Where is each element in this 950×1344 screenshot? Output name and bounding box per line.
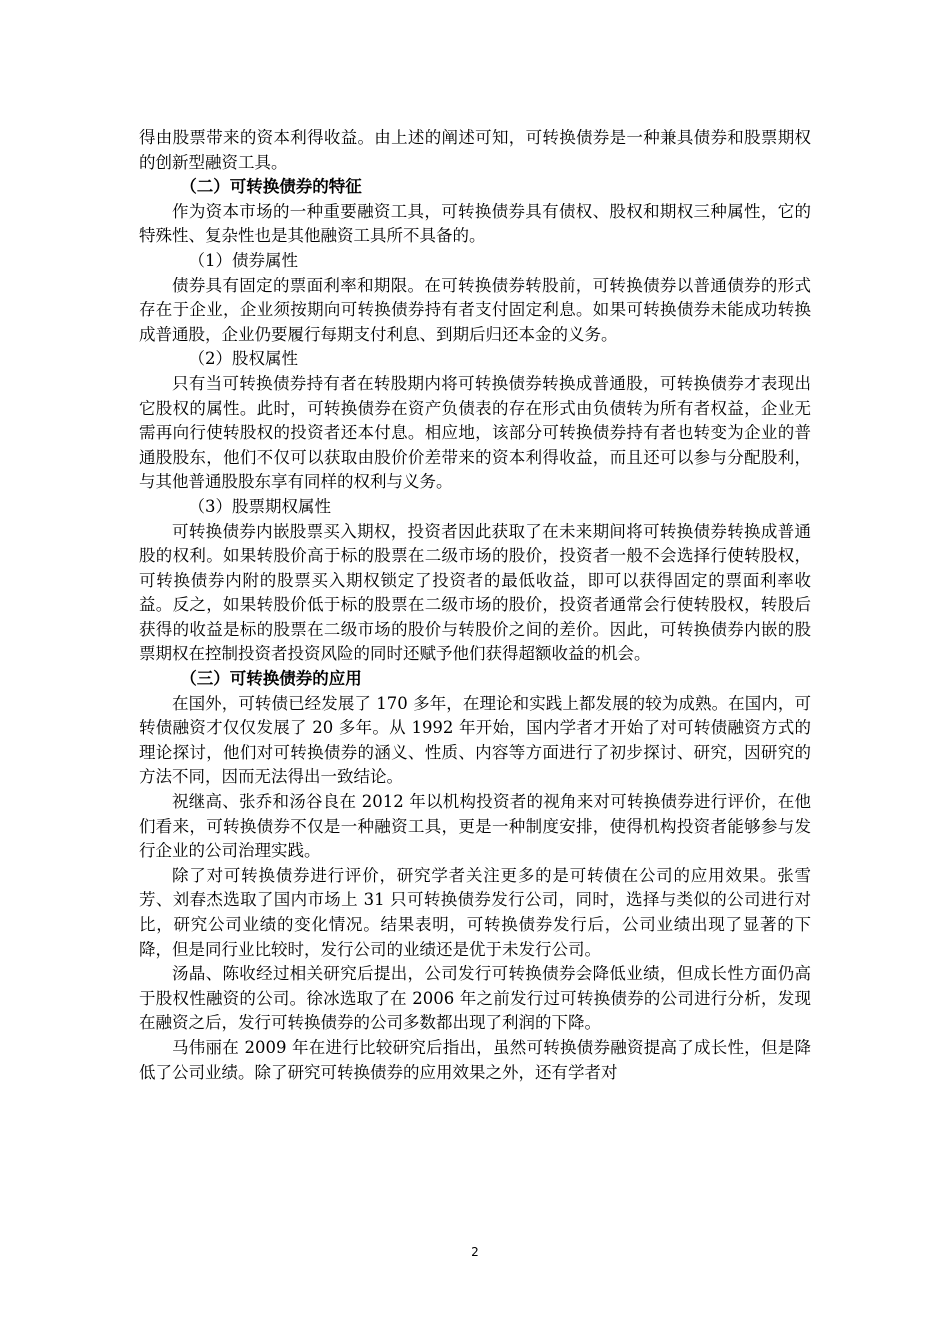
paragraph: 汤晶、陈收经过相关研究后提出，公司发行可转换债券会降低业绩，但成长性方面仍高于股权性融资的公司。徐冰选取了在 2006 年之前发行过可转换债券的公司进行分析，发现在融资之后，发行可转换债券的公司多数都出现了利润的下降。 bbox=[139, 964, 811, 1033]
paragraph: 可转换债券内嵌股票买入期权，投资者因此获取了在未来期间将可转换债券转换成普通股的权利。如果转股价高于标的股票在二级市场的股价，投资者一般不会选择行使转股权，可转换债券内附的股票买入期权锁定了投资者的最低收益，即可以获得固定的票面利率收益。反之，如果转股价低于标的股票在二级市场的股价，投资者通常会行使转股权，转股后获得的收益是标的股票在二级市场的股价与转股价之间的差价。因此，可转换债券内嵌的股票期权在控制投资者投资风险的同时还赋予他们获得超额收益的机会。 bbox=[139, 521, 811, 664]
subheading-equity-attribute: （2）股权属性 bbox=[188, 349, 298, 369]
paragraph: 作为资本市场的一种重要融资工具，可转换债券具有债权、股权和期权三种属性，它的特殊性、复杂性也是其他融资工具所不具备的。 bbox=[139, 201, 811, 246]
document-body bbox=[139, 126, 811, 1085]
paragraph: 在国外，可转债已经发展了 170 多年，在理论和实践上都发展的较为成熟。在国内，可转债融资才仅仅发展了 20 多年。从 1992 年开始，国内学者才开始了对可转债融资方式的理论探讨，他们对可转换债券的涵义、性质、内容等方面进行了初步探讨、研究，因研究的方法不同，因而无法得出一致结论。 bbox=[139, 693, 811, 787]
paragraph: 只有当可转换债券持有者在转股期内将可转换债券转换成普通股，可转换债券才表现出它股权的属性。此时，可转换债券在资产负债表的存在形式由负债转为所有者权益，企业无需再向行使转股权的投资者还本付息。相应地，该部分可转换债券持有者也转变为企业的普通股股东，他们不仅可以获取由股价价差带来的资本利得收益，而且还可以参与分配股利，与其他普通股股东享有同样的权利与义务。 bbox=[139, 373, 811, 492]
paragraph: 除了对可转换债券进行评价，研究学者关注更多的是可转债在公司的应用效果。张雪芳、刘春杰选取了国内市场上 31 只可转换债券发行公司，同时，选择与类似的公司进行对比，研究公司业绩的变化情况。结果表明，可转换债券发行后，公司业绩出现了显著的下降，但是同行业比较时，发行公司的业绩还是优于未发行公司。 bbox=[139, 865, 811, 959]
paragraph: 马伟丽在 2009 年在进行比较研究后指出，虽然可转换债券融资提高了成长性，但是降低了公司业绩。除了研究可转换债券的应用效果之外，还有学者对 bbox=[139, 1037, 811, 1082]
paragraph-continuation: 得由股票带来的资本利得收益。由上述的阐述可知，可转换债券是一种兼具债券和股票期权的创新型融资工具。 bbox=[139, 128, 811, 172]
paragraph: 祝继高、张乔和汤谷良在 2012 年以机构投资者的视角来对可转换债券进行评价，在他们看来，可转换债券不仅是一种融资工具，更是一种制度安排，使得机构投资者能够参与发行企业的公司治理实践。 bbox=[139, 792, 811, 861]
page-number: 2 bbox=[471, 1245, 479, 1259]
paragraph: 债券具有固定的票面利率和期限。在可转换债券转股前，可转换债券以普通债券的形式存在于企业，企业须按期向可转换债券持有者支付固定利息。如果可转换债券未能成功转换成普通股，企业仍要履行每期支付利息、到期后归还本金的义务。 bbox=[139, 275, 811, 344]
section-heading-applications: （三）可转换债券的应用 bbox=[180, 669, 362, 689]
section-heading-features: （二）可转换债券的特征 bbox=[180, 177, 362, 197]
subheading-bond-attribute: （1）债券属性 bbox=[188, 250, 298, 270]
subheading-option-attribute: （3）股票期权属性 bbox=[188, 496, 331, 516]
